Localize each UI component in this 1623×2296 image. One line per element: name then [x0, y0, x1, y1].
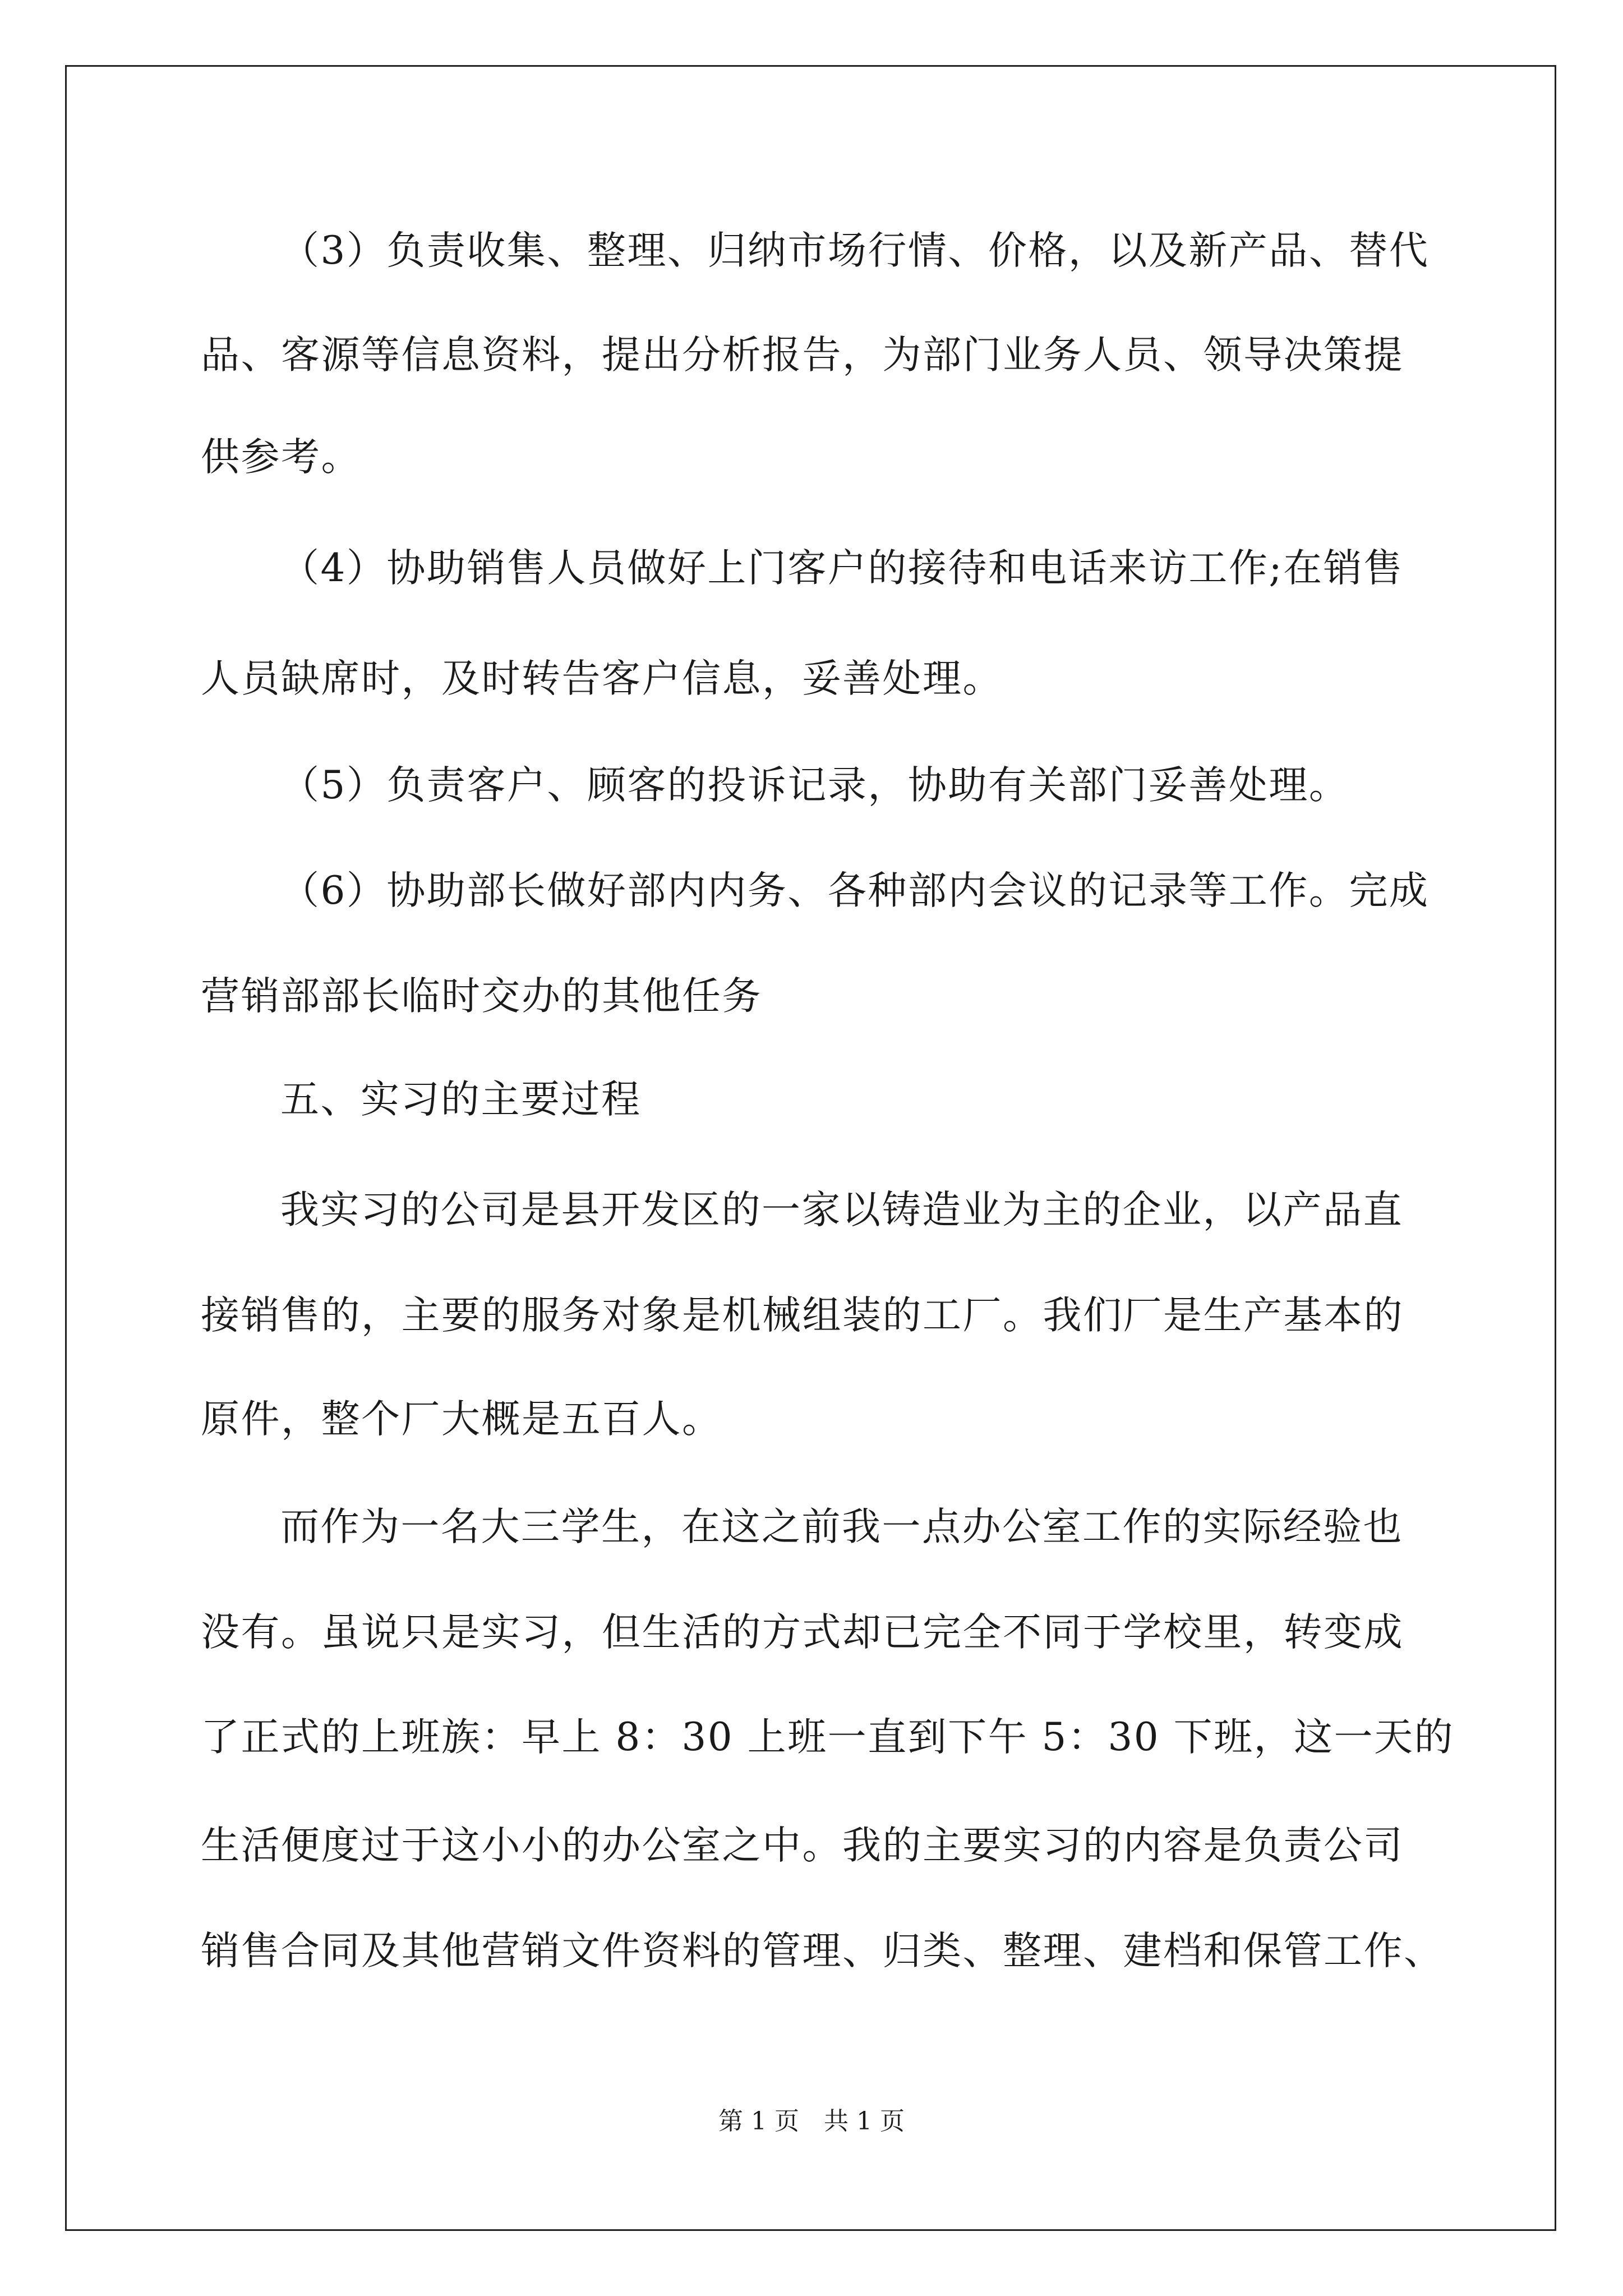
- paragraph-line: 而作为一名大三学生，在这之前我一点办公室工作的实际经验也: [280, 1504, 1403, 1549]
- page-number-footer: 第 1 页 共 1 页: [718, 2107, 905, 2136]
- paragraph-line: （6）协助部长做好部内内务、各种部内会议的记录等工作。完成: [280, 868, 1430, 913]
- paragraph-line: （3）负责收集、整理、归纳市场行情、价格，以及新产品、替代: [280, 228, 1430, 273]
- paragraph-line: 生活便度过于这小小的办公室之中。我的主要实习的内容是负责公司: [201, 1823, 1404, 1868]
- paragraph-line: 销售合同及其他营销文件资料的管理、归类、整理、建档和保管工作、: [201, 1929, 1444, 1973]
- paragraph-line: 没有。虽说只是实习，但生活的方式却已完全不同于学校里，转变成: [201, 1610, 1404, 1655]
- paragraph-line: 供参考。: [201, 435, 361, 480]
- paragraph-line: 人员缺席时，及时转告客户信息，妥善处理。: [201, 656, 1003, 701]
- paragraph-line: 接销售的，主要的服务对象是机械组装的工厂。我们厂是生产基本的: [201, 1293, 1404, 1338]
- section-heading: 五、实习的主要过程: [280, 1077, 642, 1122]
- paragraph-line: 营销部部长临时交办的其他任务: [201, 974, 762, 1019]
- paragraph-line: 了正式的上班族：早上 8：30 上班一直到下午 5：30 下班，这一天的: [201, 1715, 1455, 1760]
- page-border: [65, 65, 1556, 2231]
- paragraph-line: （4）协助销售人员做好上门客户的接待和电话来访工作;在销售: [280, 546, 1404, 591]
- paragraph-line: 品、客源等信息资料，提出分析报告，为部门业务人员、领导决策提: [201, 333, 1404, 378]
- paragraph-line: （5）负责客户、顾客的投诉记录，协助有关部门妥善处理。: [280, 763, 1349, 808]
- paragraph-line: 我实习的公司是县开发区的一家以铸造业为主的企业，以产品直: [280, 1188, 1403, 1232]
- paragraph-line: 原件，整个厂大概是五百人。: [201, 1397, 722, 1442]
